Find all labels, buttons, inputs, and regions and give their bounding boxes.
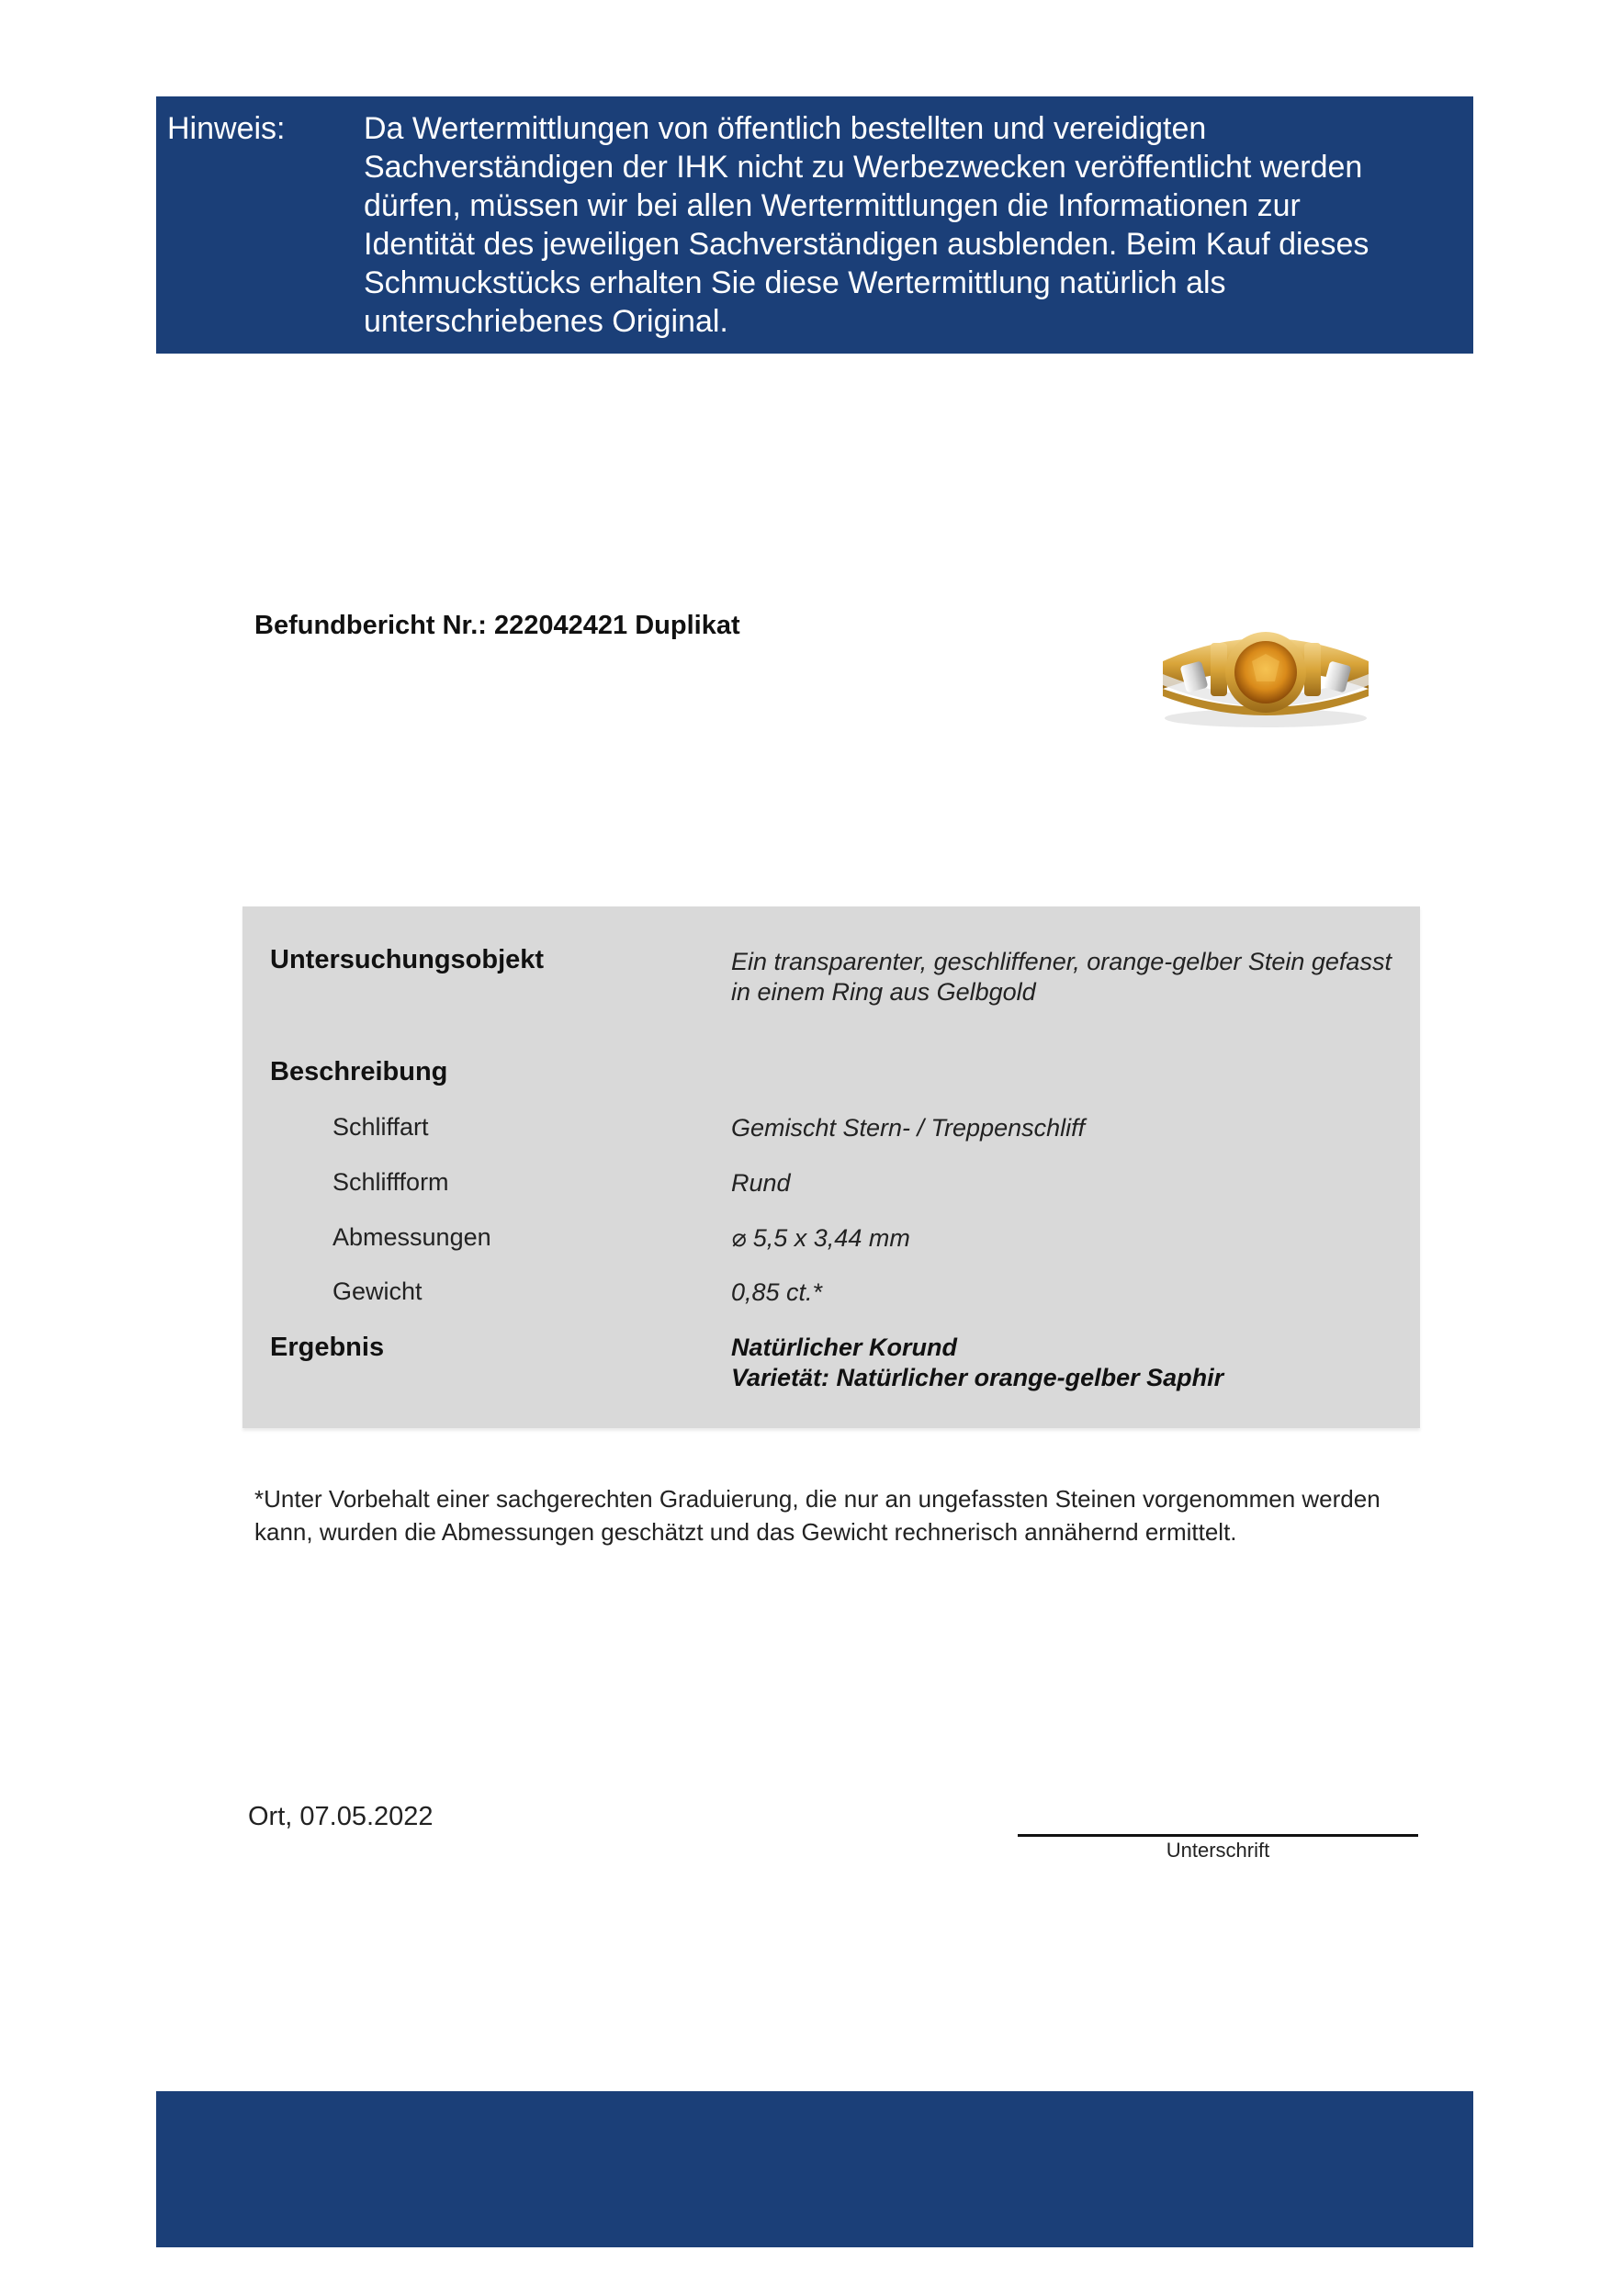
- result-line-1: Natürlicher Korund: [731, 1334, 958, 1361]
- object-label: Untersuchungsobjekt: [270, 945, 545, 974]
- weight-value: 0,85 ct.*: [731, 1278, 823, 1306]
- ring-image: [1146, 597, 1385, 735]
- result-line-2: Varietät: Natürlicher orange-gelber Saphir: [731, 1364, 1224, 1391]
- dimensions-label: Abmessungen: [332, 1223, 491, 1251]
- cut-value: Gemischt Stern- / Treppenschliff: [731, 1114, 1086, 1142]
- footer-banner: [156, 2091, 1473, 2247]
- footnote: *Unter Vorbehalt einer sachgerechten Graduierung, die nur an ungefassten Steinen vorgenommen werden kann, wurden die Abmessungen geschätzt und das Gewicht rechnerisch annähernd ermittelt.: [254, 1485, 1381, 1546]
- report-title: Befundbericht Nr.: 222042421 Duplikat: [254, 611, 740, 640]
- object-value: Ein transparenter, geschliffener, orange-gelber Stein gefasst in einem Ring aus Gelbgold: [731, 948, 1392, 1006]
- signature-line: [1018, 1834, 1418, 1837]
- cut-label: Schliffart: [332, 1113, 429, 1141]
- signature-label: Unterschrift: [1166, 1839, 1270, 1862]
- shape-label: Schliffform: [332, 1168, 449, 1196]
- weight-label: Gewicht: [332, 1277, 423, 1305]
- place-date: Ort, 07.05.2022: [248, 1802, 434, 1831]
- shape-value: Rund: [731, 1169, 791, 1197]
- gem-details-panel: [242, 906, 1420, 1428]
- notice-banner: [156, 96, 1473, 354]
- dimensions-value: ⌀ 5,5 x 3,44 mm: [731, 1224, 910, 1252]
- result-label: Ergebnis: [270, 1333, 385, 1362]
- notice-text: Da Wertermittlungen von öffentlich bestellten und vereidigten Sachverständigen der IHK nicht zu Werbezwecken veröffentlicht werden dürfen, müssen wir bei allen Wertermittlungen die Informationen zur Identität des jeweiligen Sachverständigen ausblenden. Beim Kauf dieses Schmuckstücks erhalten Sie diese Wertermittlung natürlich als unterschriebenes Original.: [364, 111, 1369, 339]
- notice-label: Hinweis:: [167, 111, 286, 146]
- description-label: Beschreibung: [270, 1057, 448, 1086]
